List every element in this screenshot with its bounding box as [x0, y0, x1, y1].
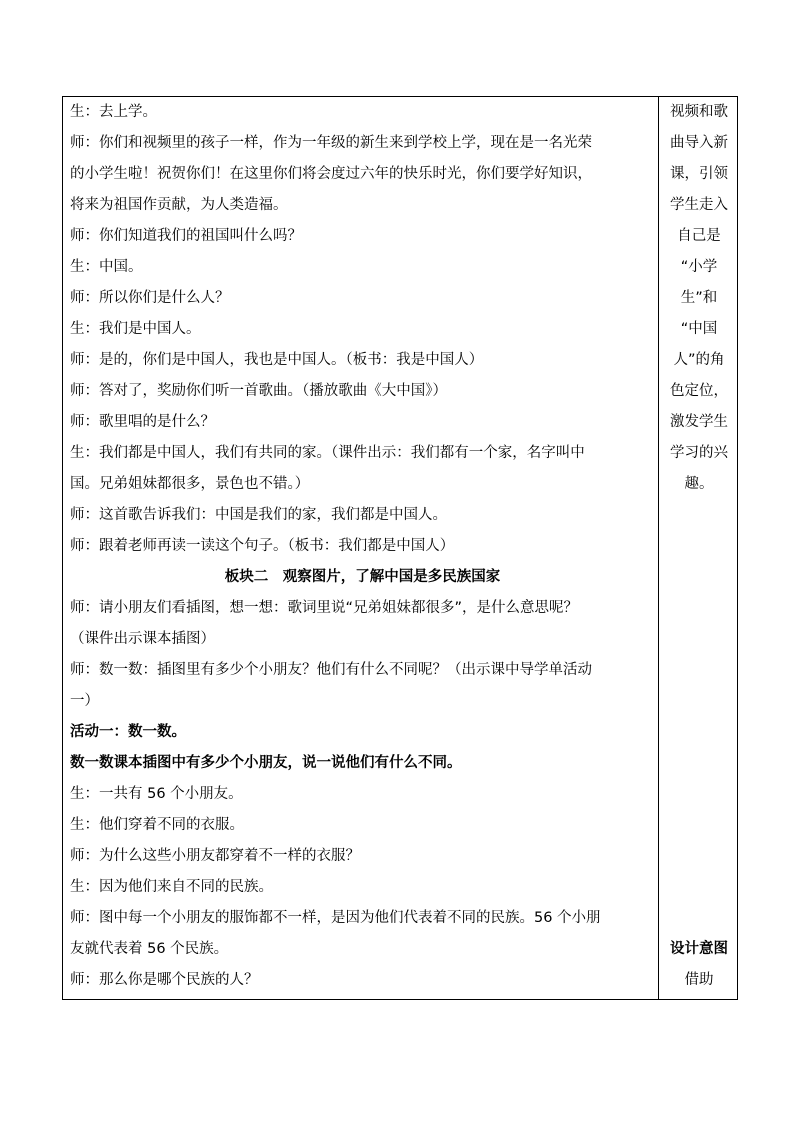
content-line: 师：数一数：插图里有多少个小朋友？他们有什么不同呢？（出示课中导学单活动 — [70, 662, 592, 678]
side-note-line: 色定位， — [670, 383, 728, 399]
content-line: 将来为祖国作贡献，为人类造福。 — [70, 197, 288, 213]
content-line: 师：是的，你们是中国人，我也是中国人。（板书：我是中国人） — [70, 352, 484, 368]
content-line: （课件出示课本插图） — [70, 631, 215, 647]
content-line: 师：你们知道我们的祖国叫什么吗？ — [70, 228, 302, 244]
content-line: 板块二 观察图片，了解中国是多民族国家 — [224, 569, 501, 585]
content-line: 师：图中每一个小朋友的服饰都不一样，是因为他们代表着不同的民族。56 个小朋 — [70, 910, 601, 926]
content-line: 一） — [70, 693, 99, 709]
content-line: 生：我们都是中国人，我们有共同的家。（课件出示：我们都有一个家，名字叫中 — [70, 445, 585, 461]
content-line: 国。兄弟姐妹都很多，景色也不错。） — [70, 476, 310, 492]
side-note-line — [663, 593, 735, 624]
side-note-line — [663, 655, 735, 686]
content-line: 生：因为他们来自不同的民族。 — [70, 879, 273, 895]
side-note-line — [663, 841, 735, 872]
side-note-line: 曲导入新 — [670, 135, 728, 151]
content-line: 生：他们穿着不同的衣服。 — [70, 817, 244, 833]
content-line: 生：一共有 56 个小朋友。 — [70, 786, 243, 802]
side-note-line — [663, 903, 735, 934]
side-note-line — [663, 686, 735, 717]
side-note-line: 设计意图 — [670, 941, 728, 957]
lesson-table — [62, 96, 738, 1000]
lesson-content-column — [70, 97, 655, 996]
side-note-line — [663, 810, 735, 841]
content-line: 友就代表着 56 个民族。 — [70, 941, 229, 957]
content-line: 师：所以你们是什么人？ — [70, 290, 230, 306]
content-line: 师：跟着老师再读一读这个句子。（板书：我们都是中国人） — [70, 538, 455, 554]
side-note-line: 学习的兴 — [670, 445, 728, 461]
content-line: 师：答对了，奖励你们听一首歌曲。（播放歌曲《大中国》） — [70, 383, 447, 399]
content-line: 的小学生啦！祝贺你们！在这里你们将会度过六年的快乐时光，你们要学好知识， — [70, 166, 592, 182]
content-line: 生：我们是中国人。 — [70, 321, 201, 337]
content-line: 师：请小朋友们看插图，想一想：歌词里说“兄弟姐妹都很多”，是什么意思呢？ — [70, 600, 579, 616]
content-line: 师：那么你是哪个民族的人？ — [70, 972, 259, 988]
side-note-line — [663, 562, 735, 593]
side-note-line — [663, 779, 735, 810]
content-line: 师：歌里唱的是什么？ — [70, 414, 215, 430]
side-note-line: 激发学生 — [670, 414, 728, 430]
column-divider — [658, 97, 659, 999]
side-note-line — [663, 500, 735, 531]
content-line: 师：你们和视频里的孩子一样，作为一年级的新生来到学校上学，现在是一名光荣 — [70, 135, 592, 151]
side-note-line: “小学 — [680, 259, 718, 275]
side-note-line: 视频和歌 — [670, 104, 728, 120]
side-note-line — [663, 748, 735, 779]
side-note-line: 学生走入 — [670, 197, 728, 213]
content-line: 生：中国。 — [70, 259, 143, 275]
side-note-line: 人”的角 — [673, 352, 725, 368]
side-note-line — [663, 624, 735, 655]
side-note-line: “中国 — [680, 321, 718, 337]
content-line: 师：这首歌告诉我们：中国是我们的家，我们都是中国人。 — [70, 507, 447, 523]
side-note-line: 课，引领 — [670, 166, 728, 182]
side-note-line — [663, 872, 735, 903]
design-intent-column — [663, 97, 735, 996]
content-line: 师：为什么这些小朋友都穿着不一样的衣服？ — [70, 848, 360, 864]
side-note-line — [663, 717, 735, 748]
content-line: 数一数课本插图中有多少个小朋友，说一说他们有什么不同。 — [70, 755, 462, 771]
side-note-line: 借助 — [684, 972, 714, 988]
side-note-line: 生”和 — [680, 290, 718, 306]
side-note-line: 自己是 — [677, 228, 721, 244]
content-line: 活动一：数一数。 — [70, 724, 186, 740]
side-note-line: 趣。 — [684, 476, 714, 492]
side-note-line — [663, 531, 735, 562]
content-line: 生：去上学。 — [70, 104, 157, 120]
